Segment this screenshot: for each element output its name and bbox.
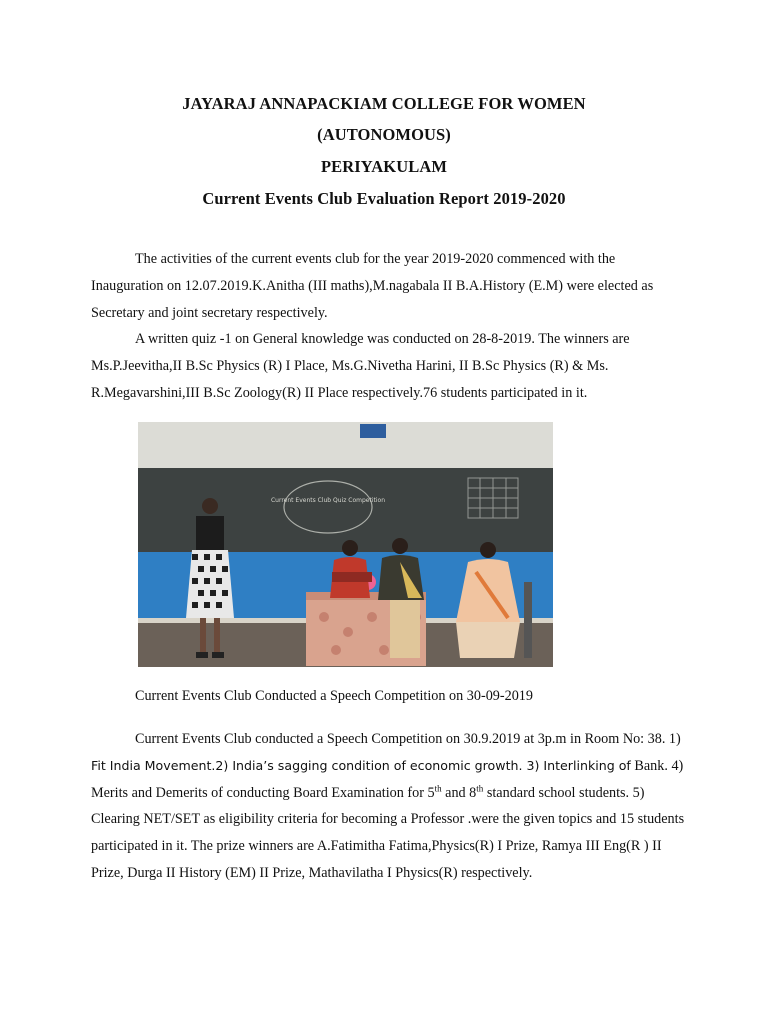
superscript-th-2: th — [476, 782, 484, 793]
p3-topics-text: Fit India Movement.2) India’s sagging condition of economic growth. 3) Interlinking of — [91, 757, 631, 773]
paragraph-inauguration: The activities of the current events club for the year 2019-2020 commenced with the Inauguration on 12.07.2019.K.Anitha (III maths),M.nagabala II B.A.History (E.M) were elected as Secretary and joint secretary respectively. — [91, 251, 654, 321]
event-photo — [138, 422, 553, 667]
board-writing: Current Events Club Quiz Competition — [270, 497, 386, 504]
event-photo-illustration — [138, 422, 553, 667]
college-name: JAYARAJ ANNAPACKIAM COLLEGE FOR WOMEN — [182, 94, 586, 113]
chair-leg — [524, 582, 532, 658]
superscript-th-1: th — [434, 782, 442, 793]
paragraph-speech-competition — [91, 726, 691, 887]
p3-text-part4: and 8 — [441, 784, 477, 801]
wall-sign — [360, 424, 386, 438]
p3-text-part5: standard school students. 5) Clearing NET/SET as eligibility criteria for becoming a Professor .were the given topics and 15 students participated in it. The prize winners are A.Fatimitha Fatima,Physics(R) I Prize, Ramya III Eng(R ) II Prize, Durga II History (EM) II Prize, Mathavilatha I Physics(R) respectively. — [91, 784, 685, 881]
p3-text-part1: Current Events Club conducted a Speech Competition on 30.9.2019 at 3p.m in Room No: 38. 1) — [135, 731, 681, 747]
report-title: Current Events Club Evaluation Report 2019-2020 — [202, 189, 566, 208]
college-status: (AUTONOMOUS) — [317, 125, 451, 144]
p3-text-part3: Bank. 4) Merits and Demerits of conducting Board Examination for 5 — [91, 757, 684, 801]
photo-caption: Current Events Club Conducted a Speech Competition on 30-09-2019 — [135, 688, 533, 704]
paragraph-quiz: A written quiz -1 on General knowledge was conducted on 28-8-2019. The winners are Ms.P.Jeevitha,II B.Sc Physics (R) I Place, Ms.G.Nivetha Harini, II B.Sc Physics (R) & Ms. R.Megavarshini,III B.Sc Zoology(R) II Place respectively.76 students participated in it. — [91, 331, 630, 401]
college-location: PERIYAKULAM — [320, 157, 448, 176]
upper-wall — [138, 422, 553, 472]
